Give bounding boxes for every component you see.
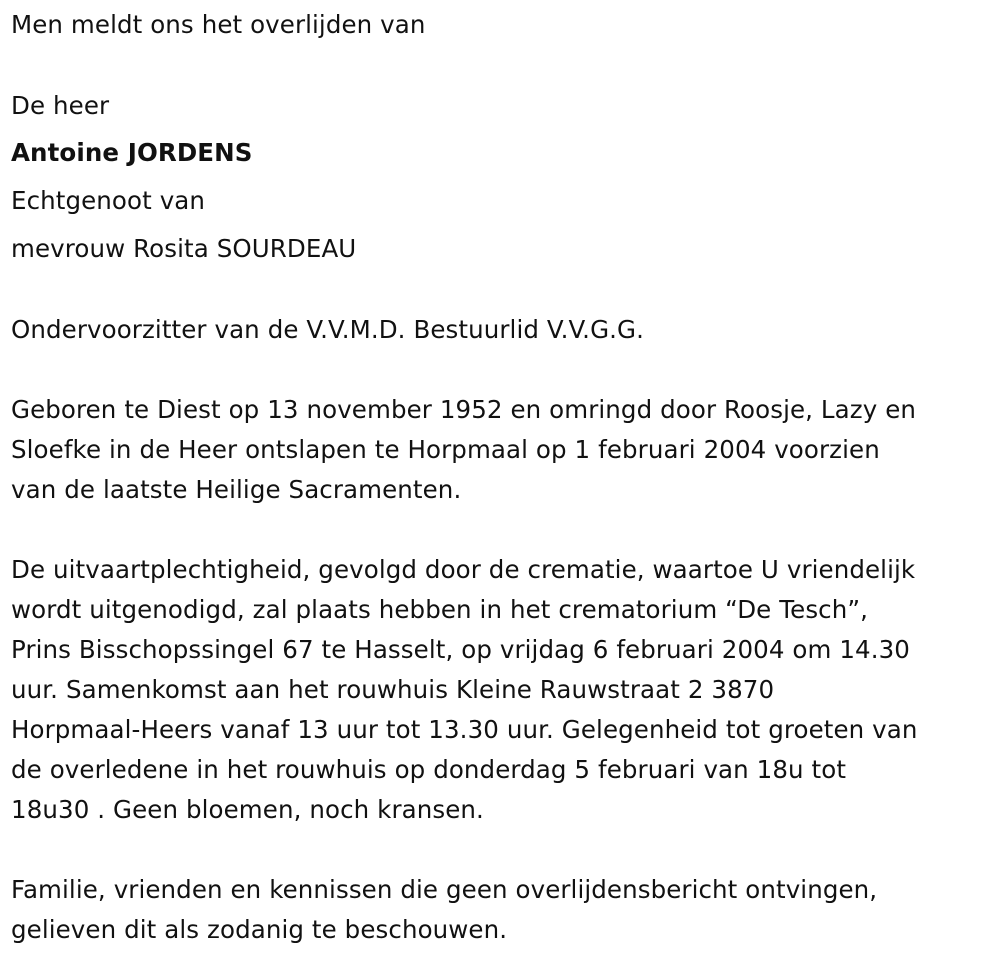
closing-line: Familie, vrienden en kennissen die geen overlijdensbericht ontvingen, xyxy=(11,875,878,904)
closing-line: gelieven dit als zodanig te beschouwen. xyxy=(11,915,508,944)
birth-line: Geboren te Diest op 13 november 1952 en omringd door Roosje, Lazy en xyxy=(11,395,917,424)
deceased-name: Antoine JORDENS xyxy=(11,138,253,167)
ceremony-line: De uitvaartplechtigheid, gevolgd door de crematie, waartoe U vriendelijk xyxy=(11,555,916,584)
birth-line: van de laatste Heilige Sacramenten. xyxy=(11,475,462,504)
birth-line: Sloefke in de Heer ontslapen te Horpmaal op 1 februari 2004 voorzien xyxy=(11,435,880,464)
ceremony-line: uur. Samenkomst aan het rouwhuis Kleine Rauwstraat 2 3870 xyxy=(11,675,775,704)
ceremony-line: Horpmaal-Heers vanaf 13 uur tot 13.30 uur. Gelegenheid tot groeten van xyxy=(11,715,918,744)
ceremony-line: de overledene in het rouwhuis op donderdag 5 februari van 18u tot xyxy=(11,755,847,784)
ceremony-line: 18u30 . Geen bloemen, noch kransen. xyxy=(11,795,484,824)
ceremony-line: Prins Bisschopssingel 67 te Hasselt, op vrijdag 6 februari 2004 om 14.30 xyxy=(11,635,910,664)
relation-text: Echtgenoot van xyxy=(11,186,206,215)
ceremony-line: wordt uitgenodigd, zal plaats hebben in het crematorium “De Tesch”, xyxy=(11,595,869,624)
spouse-name: mevrouw Rosita SOURDEAU xyxy=(11,234,357,263)
function-text: Ondervoorzitter van de V.V.M.D. Bestuurlid V.V.G.G. xyxy=(11,315,645,344)
salutation-text: De heer xyxy=(11,91,110,120)
intro-text: Men meldt ons het overlijden van xyxy=(11,10,426,39)
